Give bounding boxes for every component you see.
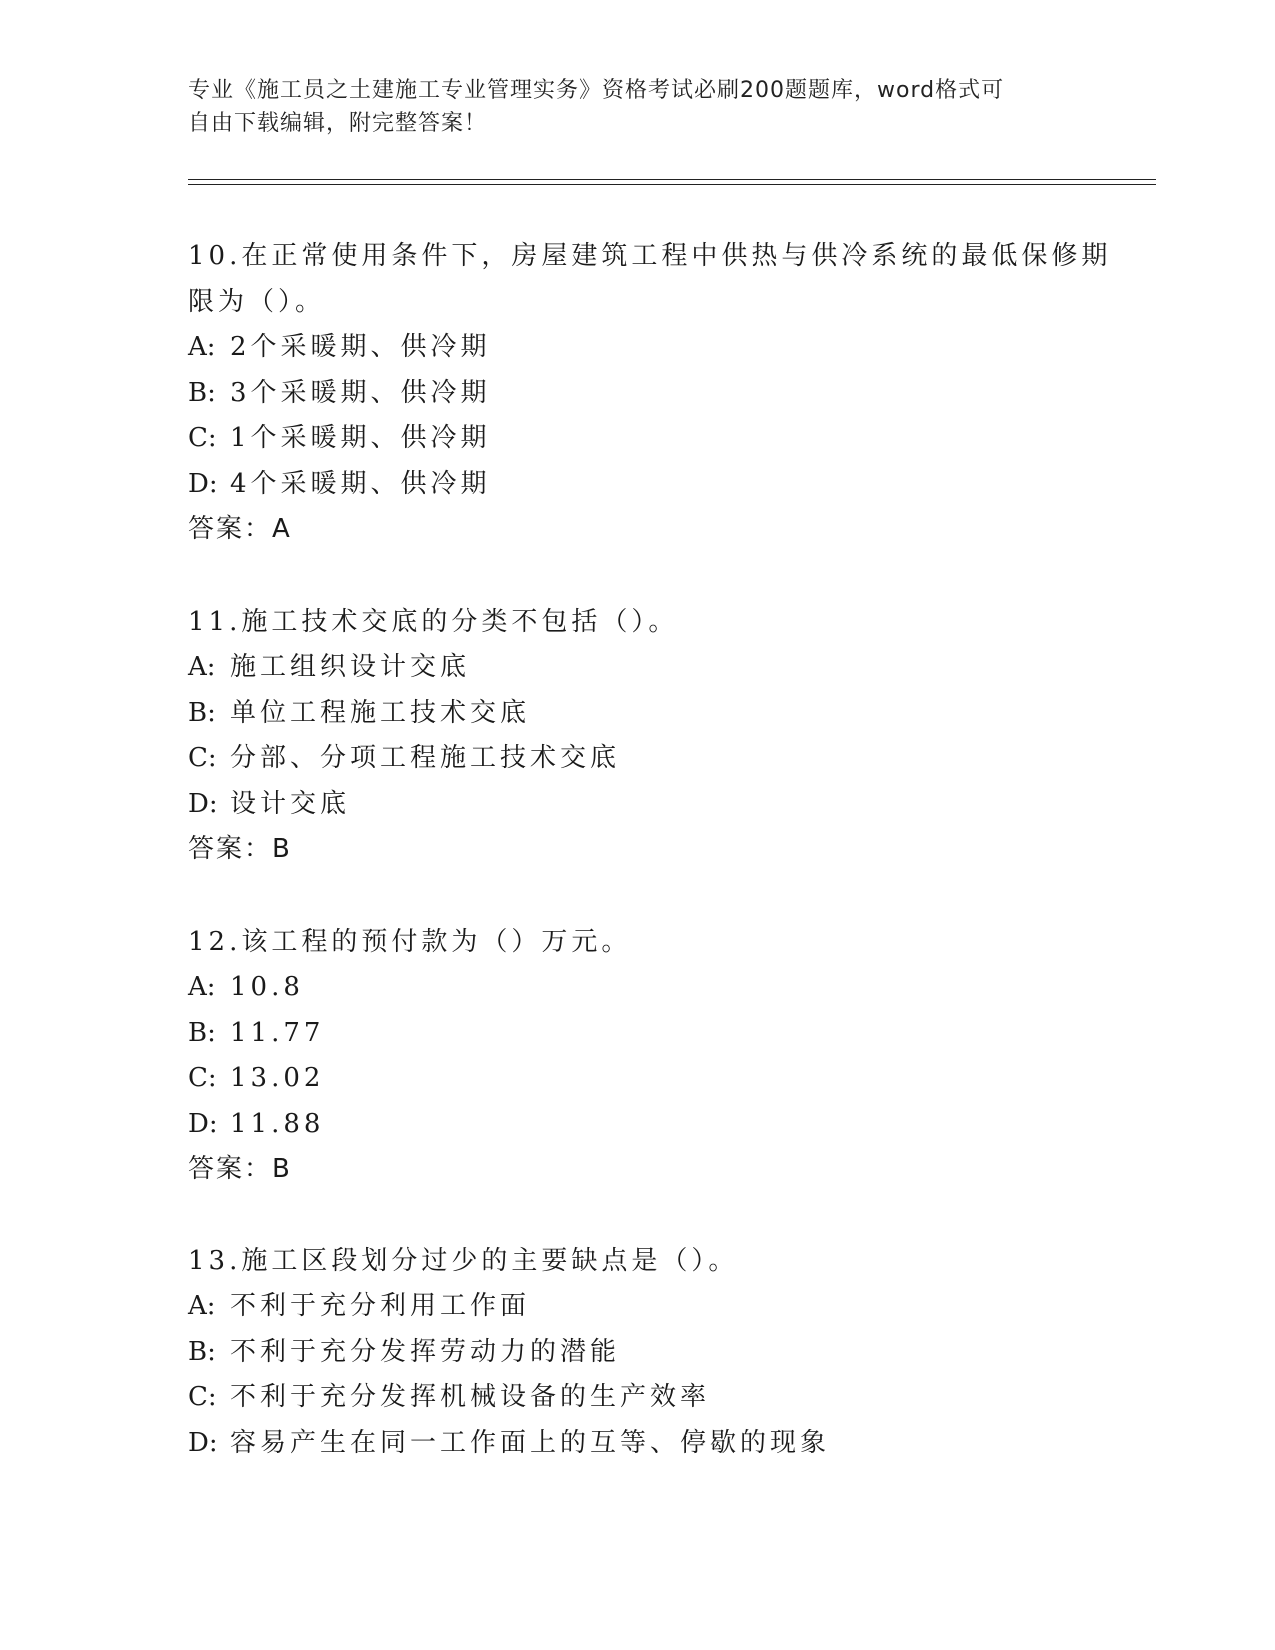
option-letter: A: <box>188 332 216 362</box>
option-letter: D: <box>188 468 218 499</box>
option-text: 3个采暖期、供冷期 <box>230 377 491 408</box>
option-letter: C: <box>188 423 217 454</box>
option-text: 2个采暖期、供冷期 <box>230 332 491 362</box>
option-letter: B: <box>188 697 216 728</box>
option-letter: C: <box>188 1382 217 1413</box>
question-stem <box>188 1238 1088 1284</box>
option-text: 13.02 <box>230 1063 325 1094</box>
header-divider-bottom <box>188 184 1156 185</box>
option-letter: D: <box>188 1108 218 1139</box>
question-stem <box>188 599 1088 645</box>
option-b <box>188 1330 1088 1376</box>
option-c <box>188 416 1088 462</box>
question-stem <box>188 919 1088 965</box>
option-text: 11.77 <box>230 1017 325 1048</box>
question-stem-line: 11.施工技术交底的分类不包括（）。 <box>188 607 679 637</box>
option-a <box>188 1284 1088 1330</box>
option-text: 设计交底 <box>230 788 351 819</box>
option-text: 施工组织设计交底 <box>230 652 471 682</box>
option-c <box>188 1375 1088 1421</box>
option-text: 11.88 <box>230 1108 325 1139</box>
header-divider-top <box>188 179 1156 180</box>
option-letter: A: <box>188 972 216 1002</box>
option-text: 4个采暖期、供冷期 <box>230 468 491 499</box>
option-letter: B: <box>188 1336 216 1367</box>
option-c <box>188 736 1088 782</box>
option-letter: A: <box>188 652 216 682</box>
option-c <box>188 1056 1088 1102</box>
option-d <box>188 462 1088 508</box>
option-text: 不利于充分利用工作面 <box>230 1291 531 1321</box>
option-a <box>188 645 1088 691</box>
option-d <box>188 1421 1088 1467</box>
option-d <box>188 1102 1088 1148</box>
option-letter: C: <box>188 743 217 774</box>
option-text: 分部、分项工程施工技术交底 <box>230 743 621 774</box>
option-letter: B: <box>188 1017 216 1048</box>
option-a <box>188 325 1088 371</box>
question-stem-line: 12.该工程的预付款为（）万元。 <box>188 927 632 957</box>
option-d <box>188 782 1088 828</box>
question-stem-line: 限为（）。 <box>188 287 326 317</box>
option-letter: B: <box>188 377 216 408</box>
document-header <box>188 74 1068 140</box>
option-text: 10.8 <box>230 972 304 1002</box>
answer-line: 答案：B <box>188 834 292 865</box>
question-stem-line: 10.在正常使用条件下，房屋建筑工程中供热与供冷系统的最低保修期 <box>188 241 1112 271</box>
option-letter: C: <box>188 1063 217 1094</box>
option-b <box>188 1011 1088 1057</box>
option-letter: D: <box>188 788 218 819</box>
option-text: 不利于充分发挥劳动力的潜能 <box>230 1336 621 1367</box>
answer-line: 答案：B <box>188 1154 292 1185</box>
option-b <box>188 371 1088 417</box>
question-13 <box>188 1238 1088 1466</box>
question-10 <box>188 233 1112 553</box>
option-text: 1个采暖期、供冷期 <box>230 423 491 454</box>
answer-line: 答案：A <box>188 514 292 545</box>
header-line-2: 自由下载编辑，附完整答案！ <box>188 111 488 136</box>
header-line-1: 专业《施工员之土建施工专业管理实务》资格考试必刷200题题库，word格式可 <box>188 78 1005 103</box>
question-stem-line: 13.施工区段划分过少的主要缺点是（）。 <box>188 1246 739 1276</box>
option-text: 单位工程施工技术交底 <box>230 697 531 728</box>
option-a <box>188 965 1088 1011</box>
option-text: 不利于充分发挥机械设备的生产效率 <box>230 1382 711 1413</box>
question-11 <box>188 599 1088 873</box>
option-b <box>188 691 1088 737</box>
question-stem <box>188 233 1112 325</box>
option-letter: A: <box>188 1291 216 1321</box>
option-text: 容易产生在同一工作面上的互等、停歇的现象 <box>230 1427 831 1458</box>
option-letter: D: <box>188 1427 218 1458</box>
question-12 <box>188 919 1088 1193</box>
